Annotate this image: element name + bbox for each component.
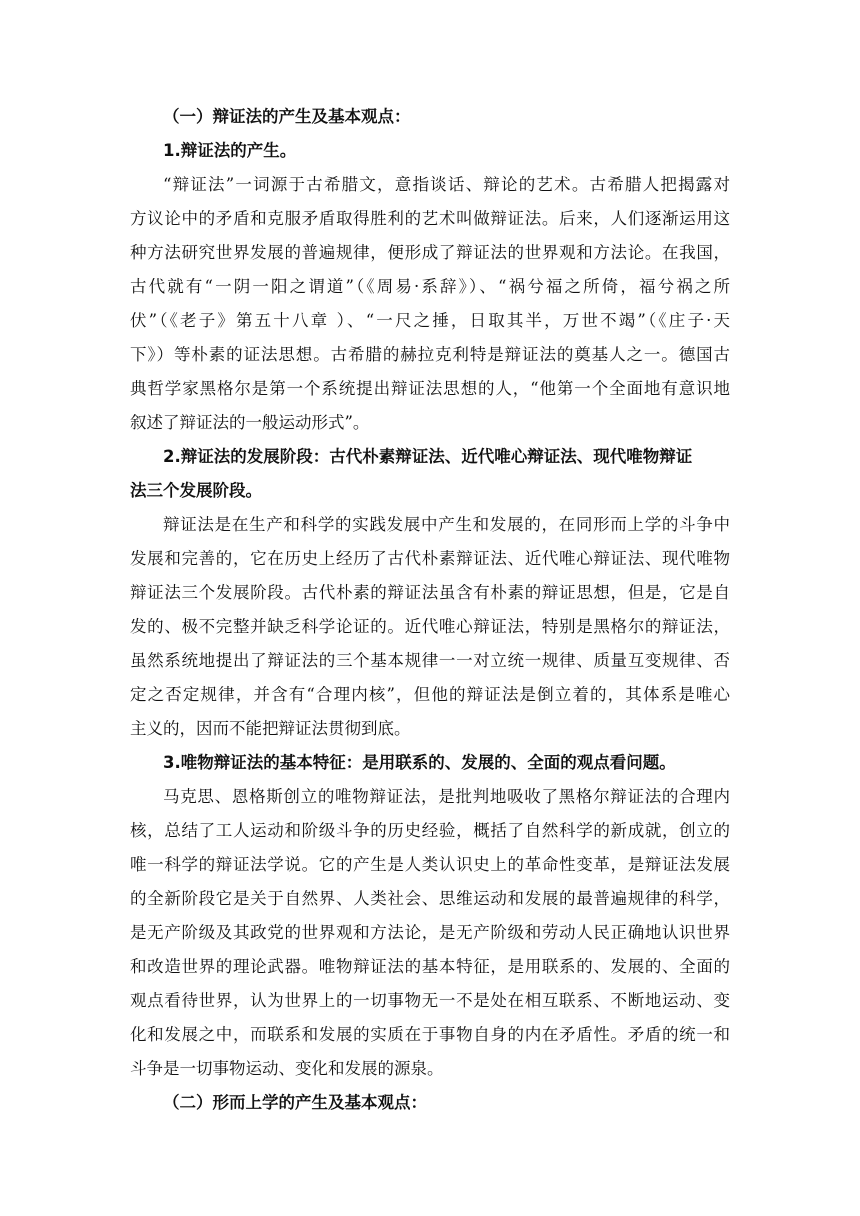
paragraph-line: 唯一科学的辩证法学说。它的产生是人类认识史上的革命性变革，是辩证法发展	[130, 855, 730, 874]
paragraph-line: 种方法研究世界发展的普遍规律，便形成了辩证法的世界观和方法论。在我国，	[130, 243, 730, 262]
paragraph-line: 叙述了辩证法的一般运动形式”。	[130, 413, 370, 432]
paragraph-line: 古代就有“一阴一阳之谓道”（《周易·系辞》）、“祸兮福之所倚，福兮祸之所	[130, 277, 730, 296]
paragraph-line: 斗争是一切事物运动、变化和发展的源泉。	[130, 1059, 444, 1078]
item-heading-continued: 法三个发展阶段。	[130, 481, 262, 500]
item-heading: 2.辩证法的发展阶段：古代朴素辩证法、近代唯心辩证法、现代唯物辩证	[163, 447, 693, 466]
item-heading: 1.辩证法的产生。	[163, 141, 297, 160]
paragraph-line: 虽然系统地提出了辩证法的三个基本规律一一对立统一规律、质量互变规律、否	[130, 651, 730, 670]
paragraph-line: 发的、极不完整并缺乏科学论证的。近代唯心辩证法，特别是黑格尔的辩证法，	[130, 617, 730, 636]
paragraph-line: 发展和完善的，它在历史上经历了古代朴素辩证法、近代唯心辩证法、现代唯物	[130, 549, 730, 568]
document-body	[130, 100, 730, 1120]
paragraph-line: 核，总结了工人运动和阶级斗争的历史经验，概括了自然科学的新成就，创立的	[130, 821, 730, 840]
paragraph-line: 典哲学家黑格尔是第一个系统提出辩证法思想的人，“他第一个全面地有意识地	[130, 379, 730, 398]
paragraph-line: 下》）等朴素的证法思想。古希腊的赫拉克利特是辩证法的奠基人之一。德国古	[130, 345, 730, 364]
paragraph-line: “辩证法”一词源于古希腊文，意指谈话、辩论的艺术。古希腊人把揭露对	[163, 175, 730, 194]
paragraph-line: 方议论中的矛盾和克服矛盾取得胜利的艺术叫做辩证法。后来，人们逐渐运用这	[130, 209, 730, 228]
paragraph-line: 定之否定规律，并含有“合理内核”，但他的辩证法是倒立着的，其体系是唯心	[130, 685, 730, 704]
paragraph-line: 和改造世界的理论武器。唯物辩证法的基本特征，是用联系的、发展的、全面的	[130, 957, 730, 976]
paragraph-line: 马克思、恩格斯创立的唯物辩证法，是批判地吸收了黑格尔辩证法的合理内	[163, 787, 730, 806]
paragraph-line: 辩证法是在生产和科学的实践发展中产生和发展的，在同形而上学的斗争中	[163, 515, 730, 534]
paragraph-line: 观点看待世界，认为世界上的一切事物无一不是处在相互联系、不断地运动、变	[130, 991, 730, 1010]
item-heading: 3.唯物辩证法的基本特征：是用联系的、发展的、全面的观点看问题。	[163, 753, 676, 772]
paragraph-line: 伏”（《老子》第五十八章 ）、“一尺之捶，日取其半，万世不竭”（《庄子·天	[130, 311, 730, 330]
paragraph-line: 主义的，因而不能把辩证法贯彻到底。	[130, 719, 411, 738]
paragraph	[130, 168, 730, 440]
section-heading: （二）形而上学的产生及基本观点：	[163, 1093, 427, 1112]
paragraph-line: 化和发展之中，而联系和发展的实质在于事物自身的内在矛盾性。矛盾的统一和	[130, 1025, 730, 1044]
paragraph	[130, 508, 730, 746]
paragraph-line: 辩证法三个发展阶段。古代朴素的辩证法虽含有朴素的辩证思想，但是，它是自	[130, 583, 730, 602]
paragraph-line: 是无产阶级及其政党的世界观和方法论，是无产阶级和劳动人民正确地认识世界	[130, 923, 730, 942]
section-heading: （一）辩证法的产生及基本观点：	[163, 107, 411, 126]
paragraph	[130, 780, 730, 1086]
paragraph-line: 的全新阶段它是关于自然界、人类社会、思维运动和发展的最普遍规律的科学，	[130, 889, 730, 908]
